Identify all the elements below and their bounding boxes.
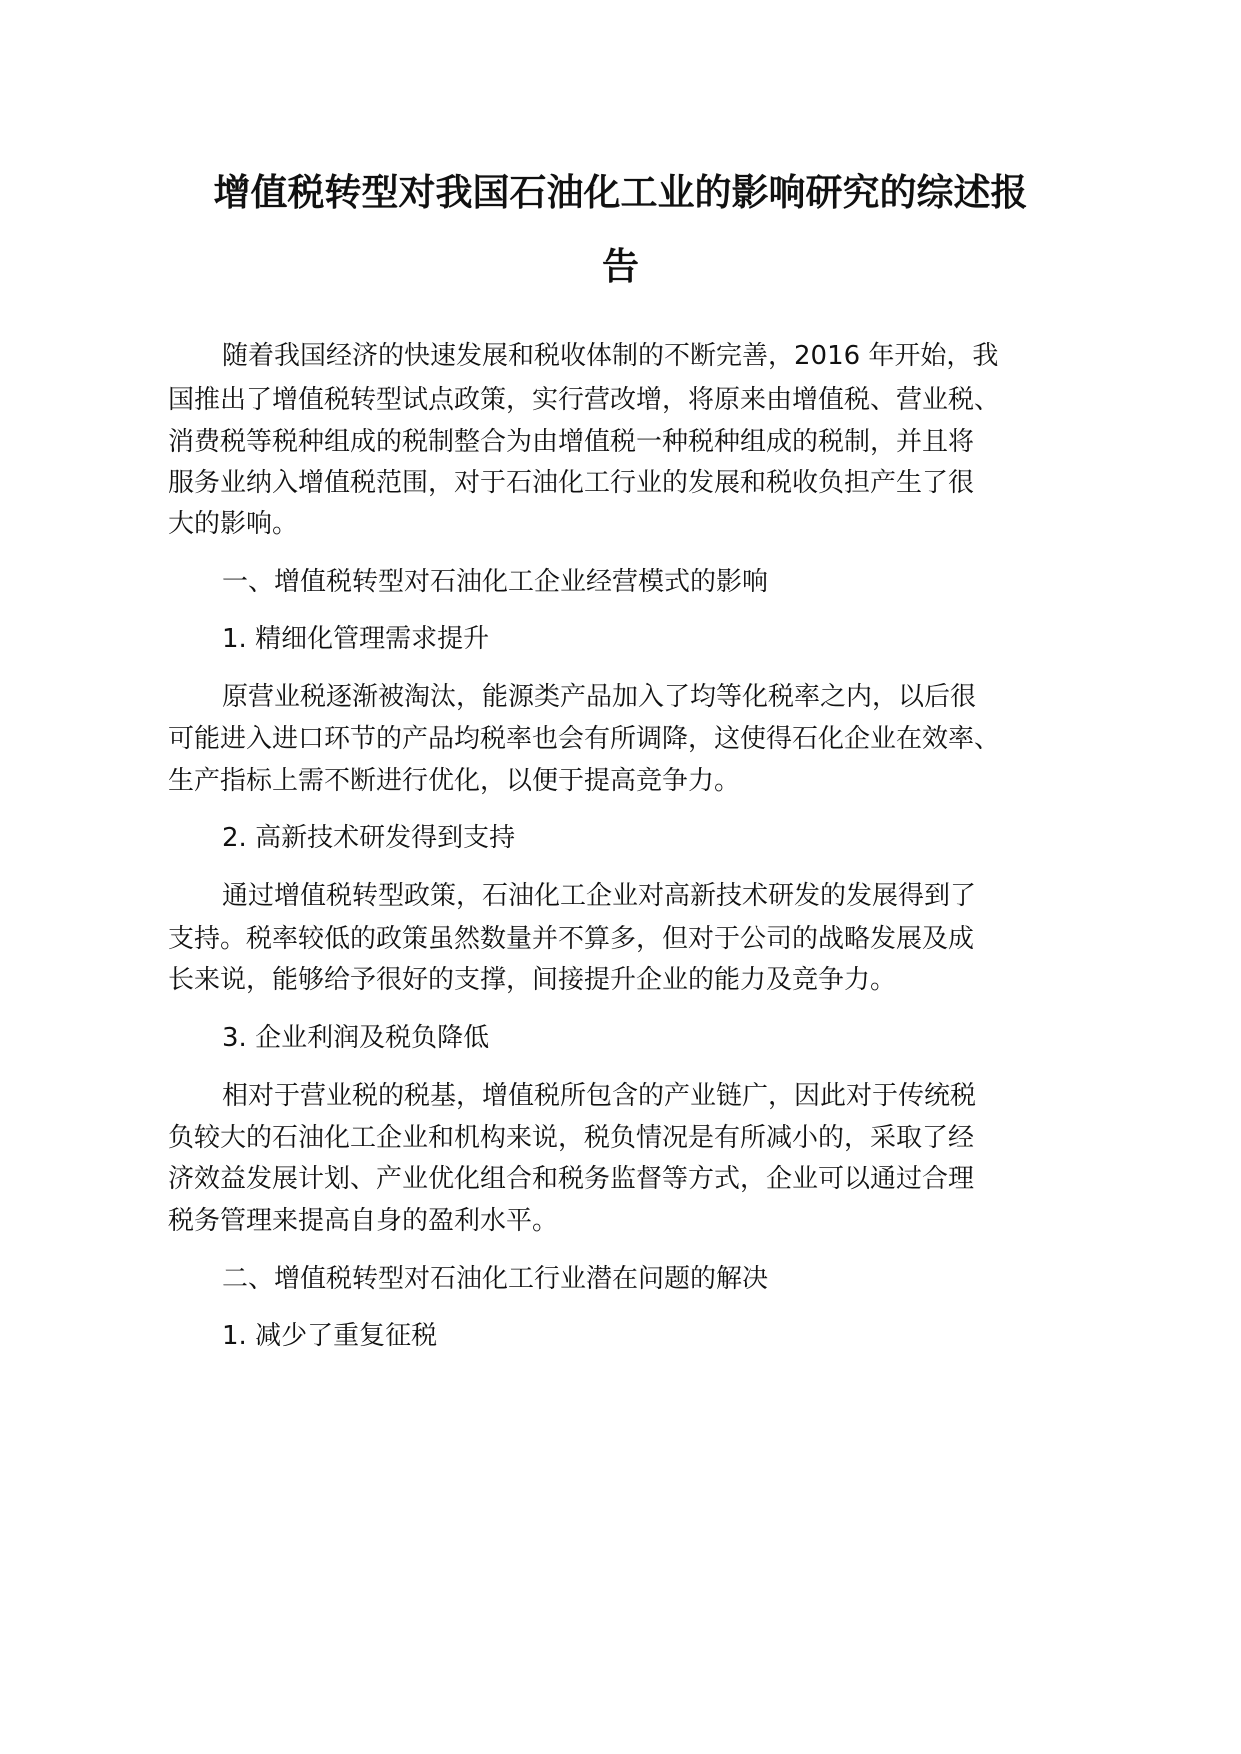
subheading-2-1: 1. 减少了重复征税 — [222, 1321, 438, 1351]
section-heading-2: 二、增值税转型对石油化工行业潜在问题的解决 — [222, 1264, 769, 1294]
paragraph-1-line-1: 随着我国经济的快速发展和税收体制的不断完善，2016 年开始，我 — [222, 341, 999, 371]
paragraph-4-line-3: 济效益发展计划、产业优化组合和税务监督等方式，企业可以通过合理 — [168, 1164, 975, 1194]
subheading-1-1: 1. 精细化管理需求提升 — [222, 624, 490, 654]
paragraph-2-line-3: 生产指标上需不断进行优化，以便于提高竞争力。 — [168, 766, 741, 796]
document-title-line-1: 增值税转型对我国石油化工业的影响研究的综述报 — [213, 171, 1028, 214]
paragraph-3-line-1: 通过增值税转型政策，石油化工企业对高新技术研发的发展得到了 — [222, 881, 977, 911]
subheading-1-2: 2. 高新技术研发得到支持 — [222, 823, 516, 853]
paragraph-1-line-5: 大的影响。 — [168, 509, 299, 539]
paragraph-4-line-2: 负较大的石油化工企业和机构来说，税负情况是有所减小的，采取了经 — [168, 1123, 975, 1153]
paragraph-3-line-3: 长来说，能够给予很好的支撑，间接提升企业的能力及竞争力。 — [168, 965, 897, 995]
paragraph-4-line-1: 相对于营业税的税基，增值税所包含的产业链广，因此对于传统税 — [222, 1081, 977, 1111]
paragraph-4-line-4: 税务管理来提高自身的盈利水平。 — [168, 1206, 559, 1236]
paragraph-1-line-3: 消费税等税种组成的税制整合为由增值税一种税种组成的税制，并且将 — [168, 427, 975, 457]
paragraph-1-line-2: 国推出了增值税转型试点政策，实行营改增，将原来由增值税、营业税、 — [168, 385, 1001, 415]
section-heading-1: 一、增值税转型对石油化工企业经营模式的影响 — [222, 567, 769, 597]
paragraph-1-line-4: 服务业纳入增值税范围，对于石油化工行业的发展和税收负担产生了很 — [168, 468, 975, 498]
subheading-1-3: 3. 企业利润及税负降低 — [222, 1023, 490, 1053]
paragraph-2-line-2: 可能进入进口环节的产品均税率也会有所调降，这使得石化企业在效率、 — [168, 724, 1001, 754]
document-title-line-2: 告 — [602, 245, 639, 288]
paragraph-3-line-2: 支持。税率较低的政策虽然数量并不算多，但对于公司的战略发展及成 — [168, 924, 975, 954]
paragraph-2-line-1: 原营业税逐渐被淘汰，能源类产品加入了均等化税率之内，以后很 — [222, 682, 977, 712]
